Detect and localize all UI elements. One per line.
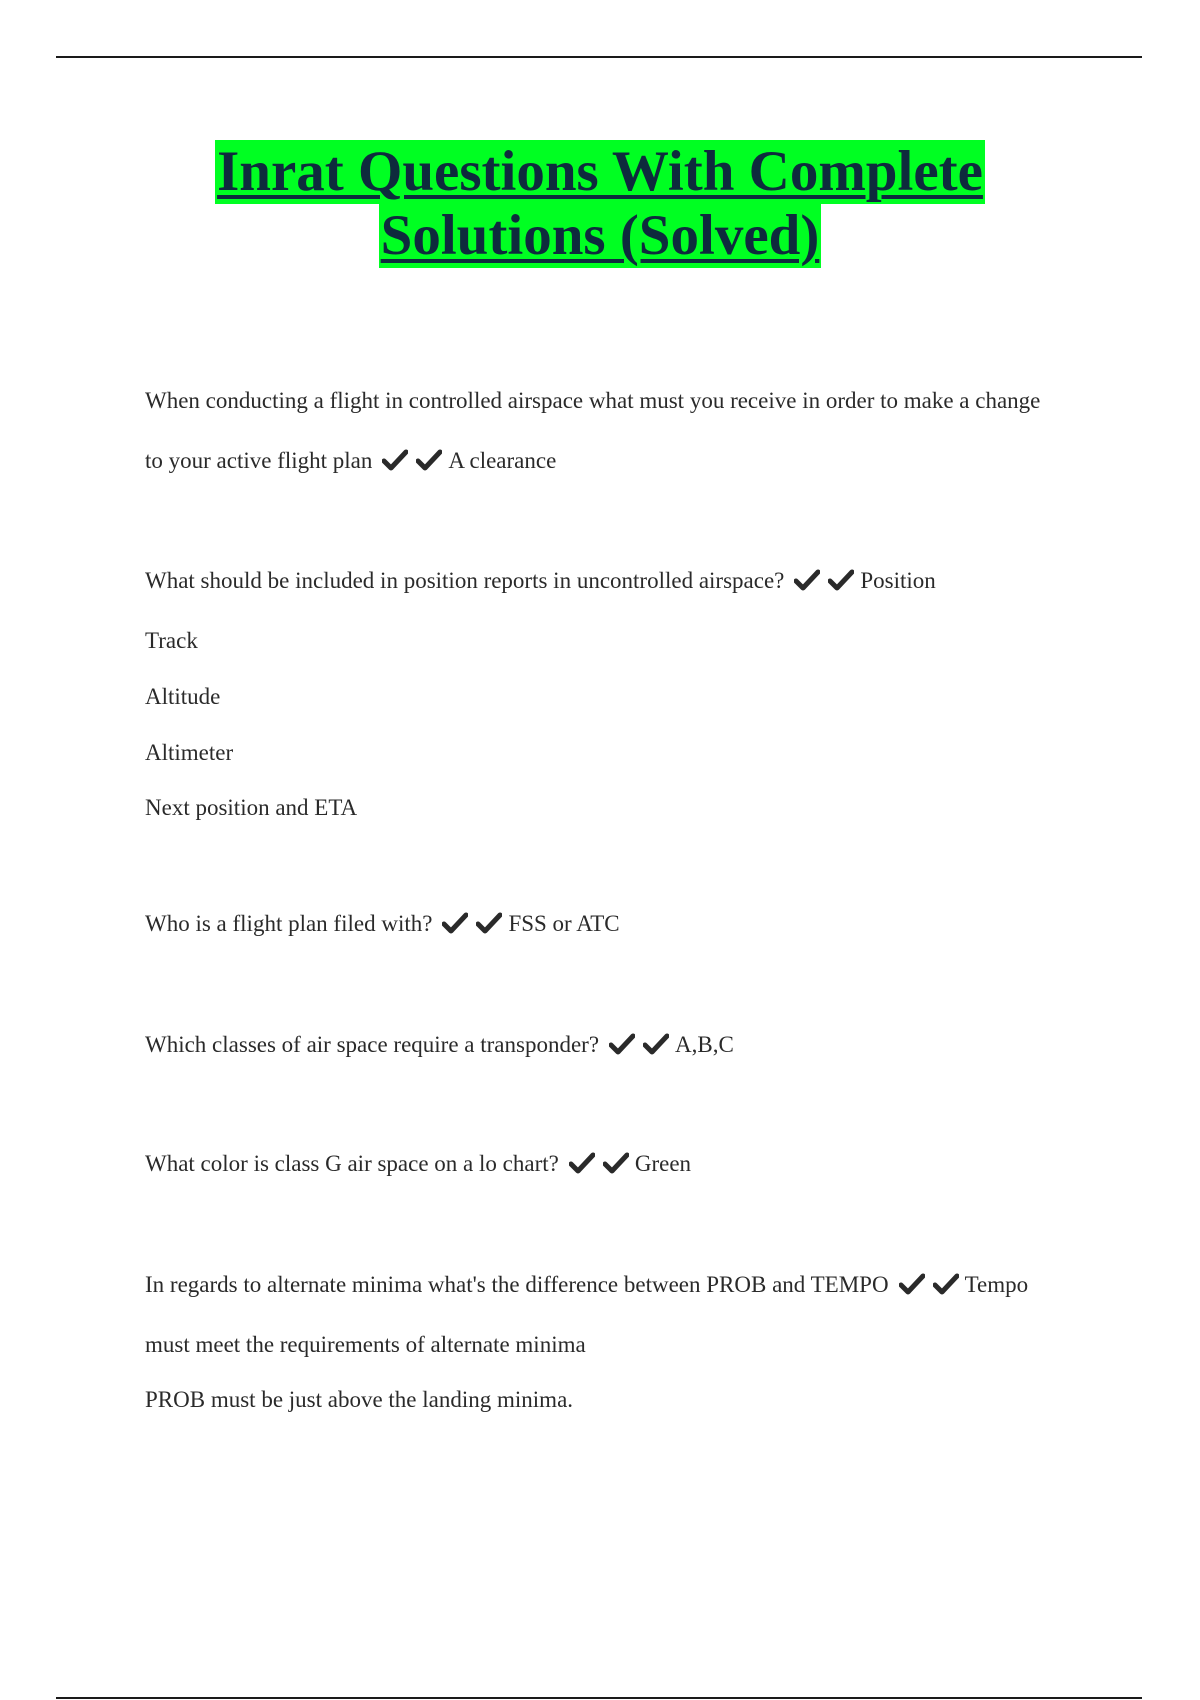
checkmark-icon (416, 449, 442, 471)
question-6-line (145, 1270, 1028, 1300)
checkmark-icon (609, 1033, 635, 1055)
answer-marker (382, 449, 442, 471)
checkmark-icon (899, 1273, 925, 1295)
answer-2-line-2: Altitude (145, 684, 221, 709)
document-title (0, 140, 1200, 268)
answer-6-line-2: PROB must be just above the landing minima. (145, 1387, 574, 1412)
top-rule (56, 56, 1142, 58)
checkmark-icon (603, 1152, 629, 1174)
question-2-line (145, 566, 936, 596)
checkmark-icon (476, 912, 502, 934)
question-3-line (145, 909, 620, 939)
answer-marker (569, 1152, 629, 1174)
question-1-line-1: When conducting a flight in controlled airspace what must you receive in order to make a change (145, 388, 1041, 413)
question-2-text: What should be included in position reports in uncontrolled airspace? (145, 568, 785, 593)
checkmark-icon (794, 569, 820, 591)
answer-5: Green (634, 1151, 692, 1176)
question-3-text: Who is a flight plan filed with? (145, 911, 433, 936)
checkmark-icon (569, 1152, 595, 1174)
answer-6-line-1: must meet the requirements of alternate minima (145, 1332, 586, 1357)
answer-4: A,B,C (675, 1032, 734, 1057)
answer-marker (609, 1033, 669, 1055)
title-line-1: Inrat Questions With Complete (217, 140, 983, 203)
answer-2-line-4: Next position and ETA (145, 795, 358, 820)
answer-2-line-3: Altimeter (145, 740, 234, 765)
answer-1: A clearance (448, 448, 557, 473)
question-4-line (145, 1030, 734, 1060)
answer-marker (794, 569, 854, 591)
answer-marker (442, 912, 502, 934)
checkmark-icon (643, 1033, 669, 1055)
answer-3: FSS or ATC (508, 911, 620, 936)
question-4-text: Which classes of air space require a transponder? (145, 1032, 600, 1057)
question-1-line-2 (145, 446, 556, 476)
bottom-rule (56, 1697, 1142, 1699)
answer-marker (899, 1273, 959, 1295)
checkmark-icon (933, 1273, 959, 1295)
checkmark-icon (382, 449, 408, 471)
question-5-line (145, 1149, 691, 1179)
answer-6-first: Tempo (964, 1272, 1029, 1297)
question-6-text: In regards to alternate minima what's the difference between PROB and TEMPO (145, 1272, 889, 1297)
checkmark-icon (442, 912, 468, 934)
answer-2-first: Position (860, 568, 936, 593)
answer-2-line-1: Track (145, 628, 198, 653)
question-1-text: to your active flight plan (145, 448, 373, 473)
question-5-text: What color is class G air space on a lo chart? (145, 1151, 559, 1176)
title-line-2: Solutions (Solved) (380, 204, 820, 267)
checkmark-icon (828, 569, 854, 591)
